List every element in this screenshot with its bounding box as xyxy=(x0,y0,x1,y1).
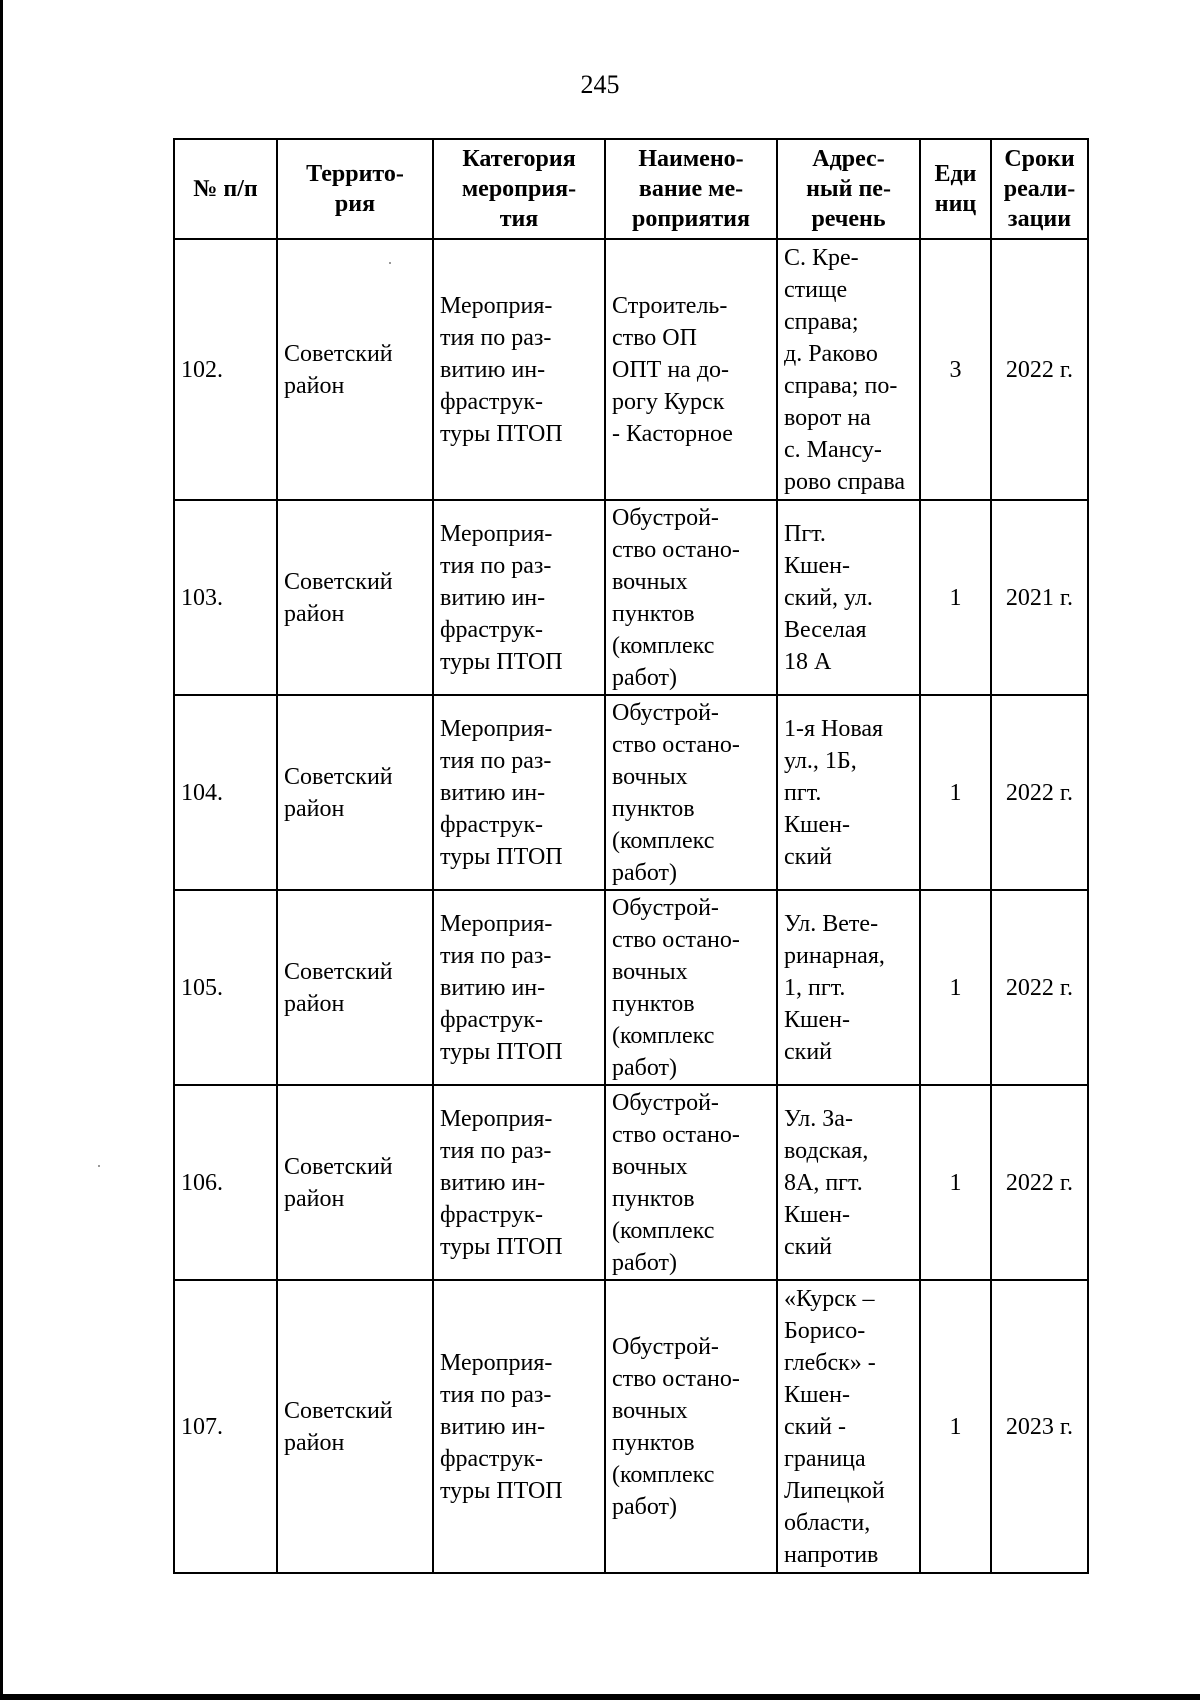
scan-speck xyxy=(98,1165,100,1167)
units-cell: 1 xyxy=(920,500,991,695)
scan-left-edge xyxy=(0,0,3,1700)
category-cell: Мероприя- тия по раз- витию ин- фраструк- туры ПТОП xyxy=(433,890,605,1085)
row-number: 102. xyxy=(174,239,277,500)
measure-name-cell: Обустрой- ство остано- вочных пунктов (комплекс работ) xyxy=(605,890,777,1085)
units-cell: 1 xyxy=(920,695,991,890)
category-cell: Мероприя- тия по раз- витию ин- фраструк- туры ПТОП xyxy=(433,500,605,695)
units-cell: 3 xyxy=(920,239,991,500)
scan-bottom-edge xyxy=(0,1694,1200,1700)
period-cell: 2022 г. xyxy=(991,890,1088,1085)
header-category: Категория мероприя- тия xyxy=(433,139,605,239)
measure-name-cell: Строитель- ство ОП ОПТ на до- рогу Курск - Касторное xyxy=(605,239,777,500)
row-number: 105. xyxy=(174,890,277,1085)
address-cell: 1-я Новая ул., 1Б, пгт. Кшен- ский xyxy=(777,695,920,890)
header-units: Еди ниц xyxy=(920,139,991,239)
territory-cell: Советский район xyxy=(277,1280,433,1573)
header-territory: Террито- рия xyxy=(277,139,433,239)
header-name: Наимено- вание ме- роприятия xyxy=(605,139,777,239)
address-cell: «Курск – Борисо- глебск» - Кшен- ский - граница Липецкой области, напротив xyxy=(777,1280,920,1573)
territory-cell: Советский район xyxy=(277,695,433,890)
territory-cell: Советский район xyxy=(277,890,433,1085)
table-row xyxy=(174,1280,1088,1573)
table-row xyxy=(174,1085,1088,1280)
header-num: № п/п xyxy=(174,139,277,239)
category-cell: Мероприя- тия по раз- витию ин- фраструк- туры ПТОП xyxy=(433,695,605,890)
row-number: 106. xyxy=(174,1085,277,1280)
period-cell: 2021 г. xyxy=(991,500,1088,695)
period-cell: 2022 г. xyxy=(991,1085,1088,1280)
units-cell: 1 xyxy=(920,1085,991,1280)
period-cell: 2022 г. xyxy=(991,239,1088,500)
header-period: Сроки реали- зации xyxy=(991,139,1088,239)
measure-name-cell: Обустрой- ство остано- вочных пунктов (комплекс работ) xyxy=(605,500,777,695)
units-cell: 1 xyxy=(920,890,991,1085)
category-cell: Мероприя- тия по раз- витию ин- фраструк- туры ПТОП xyxy=(433,239,605,500)
period-cell: 2023 г. xyxy=(991,1280,1088,1573)
measure-name-cell: Обустрой- ство остано- вочных пунктов (комплекс работ) xyxy=(605,695,777,890)
row-number: 107. xyxy=(174,1280,277,1573)
measure-name-cell: Обустрой- ство остано- вочных пунктов (комплекс работ) xyxy=(605,1085,777,1280)
category-cell: Мероприя- тия по раз- витию ин- фраструк- туры ПТОП xyxy=(433,1085,605,1280)
period-cell: 2022 г. xyxy=(991,695,1088,890)
address-cell: С. Кре- стище справа; д. Раково справа; по- ворот на с. Мансу- рово справа xyxy=(777,239,920,500)
address-cell: Ул. Вете- ринарная, 1, пгт. Кшен- ский xyxy=(777,890,920,1085)
row-number: 104. xyxy=(174,695,277,890)
territory-cell: Советский район xyxy=(277,500,433,695)
header-address: Адрес- ный пе- речень xyxy=(777,139,920,239)
territory-cell: Советский район xyxy=(277,1085,433,1280)
measure-name-cell: Обустрой- ство остано- вочных пунктов (комплекс работ) xyxy=(605,1280,777,1573)
row-number: 103. xyxy=(174,500,277,695)
page-number: 245 xyxy=(580,70,620,99)
table-row xyxy=(174,695,1088,890)
units-cell: 1 xyxy=(920,1280,991,1573)
address-cell: Ул. За- водская, 8А, пгт. Кшен- ский xyxy=(777,1085,920,1280)
table-row xyxy=(174,500,1088,695)
address-cell: Пгт. Кшен- ский, ул. Веселая 18 А xyxy=(777,500,920,695)
category-cell: Мероприя- тия по раз- витию ин- фраструк- туры ПТОП xyxy=(433,1280,605,1573)
table-header-row xyxy=(174,139,1088,239)
measures-table xyxy=(173,138,1089,1574)
table-row xyxy=(174,890,1088,1085)
territory-cell: Советский район xyxy=(277,239,433,500)
table-row xyxy=(174,239,1088,500)
